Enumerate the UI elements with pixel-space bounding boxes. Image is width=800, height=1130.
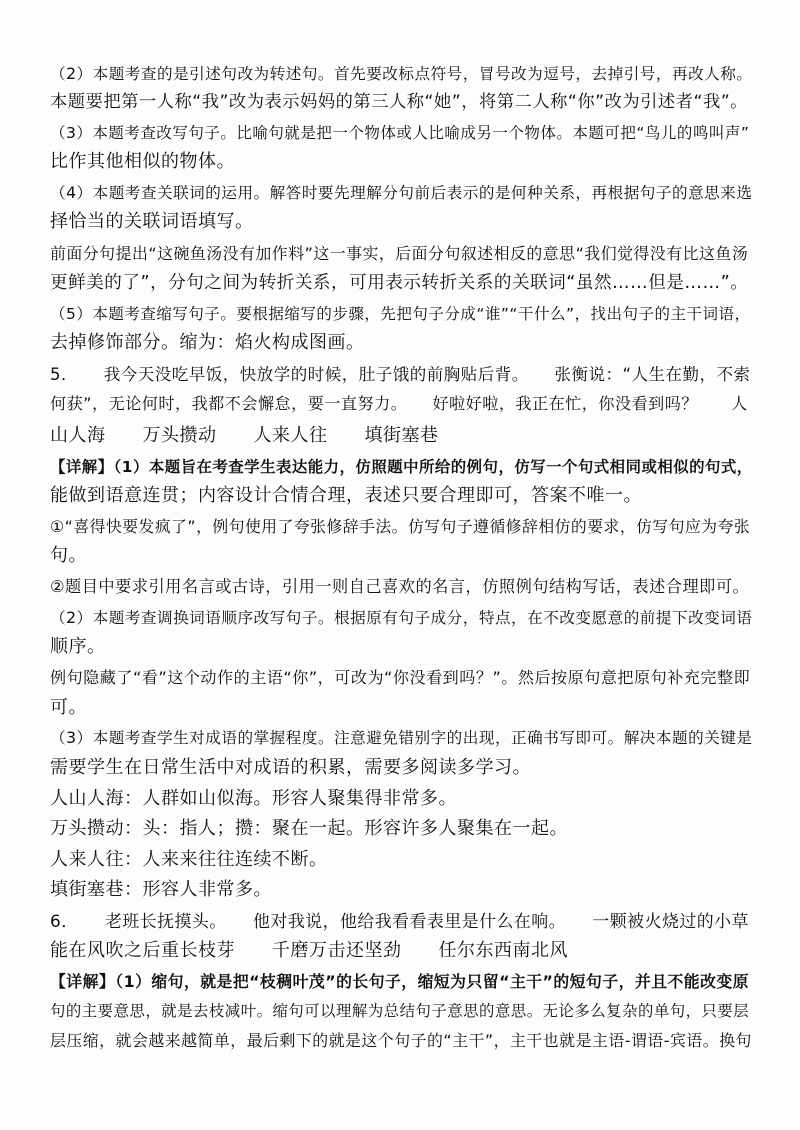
text-line: 何获”，无论何时，我都不会懈怠，要一直努力。 好啦好啦，我正在忙，你没看到吗？ 人 [50, 394, 748, 413]
text-line: 6． 老班长抚摸头。 他对我说，他给我看看表里是什么在响。 一颗被火烧过的小草 [50, 911, 749, 931]
text-line: （2）本题考查的是引述句改为转述句。首先要改标点符号，冒号改为逗号，去掉引号，再改人称。 [50, 65, 753, 83]
text-line: 需要学生在日常生活中对成语的积累，需要多阅读多学习。 [50, 757, 531, 778]
text-line: 能在风吹之后重长枝芽 千磨万击还坚劲 任尔东西南北风 [50, 940, 568, 961]
text-line: ①“喜得快要发疯了”，例句使用了夸张修辞手法。仿写句子遵循修辞相仿的要求，仿写句应为夸张 [50, 517, 751, 536]
text-line: 句的主要意思，就是去枝减叶。缩句可以理解为总结句子意思的意思。无论多么复杂的单句，只要层 [50, 1002, 750, 1020]
text-line: 山人海 万头攒动 人来人往 填街塞巷 [50, 425, 439, 446]
text-line: （4）本题考查关联词的运用。解答时要先理解分句前后表示的是何种关系，再根据句子的意思来选 [50, 184, 753, 202]
text-line: 句。 [50, 545, 87, 566]
text-line: 能做到语意连贯；内容设计合情合理，表述只要合理即可，答案不唯一。 [50, 485, 642, 506]
text-line: 填街塞巷：形容人非常多。 [50, 879, 272, 900]
text-line: 【详解】（1）本题旨在考查学生表达能力，仿照题中所给的例句，仿写一个句式相同或相似的句式， [50, 458, 753, 476]
text-line: 可。 [50, 697, 87, 718]
text-line: 前面分句提出“这碗鱼汤没有加作料”这一事实，后面分句叙述相反的意思“我们觉得没有比这鱼汤 [50, 244, 749, 263]
text-line: ②题目中要求引用名言或古诗，引用一则自己喜欢的名言，仿照例句结构写话，表述合理即可。 [50, 577, 750, 596]
text-line: 比作其他相似的物体。 [50, 151, 235, 172]
text-line: 【详解】（1）缩句，就是把“枝稠叶茂”的长句子，缩短为只留“主干”的短句子，并且不能改变原 [50, 972, 749, 991]
text-line: 人山人海：人群如山似海。形容人聚集得非常多。 [50, 788, 457, 809]
text-line: （5）本题考查缩写句子。要根据缩写的步骤，先把句子分成“谁”“干什么”，找出句子的主干词语， [50, 305, 751, 323]
text-line: 万头攒动：头：指人；攒：聚在一起。形容许多人聚集在一起。 [50, 818, 568, 839]
text-line: （2）本题考查调换词语顺序改写句子。根据原有句子成分，特点，在不改变愿意的前提下改变词语 [50, 609, 753, 627]
text-line: 更鲜美的了”，分句之间为转折关系，可用表示转折关系的关联词“虽然……但是……”。 [50, 273, 749, 293]
text-line: 顺序。 [50, 636, 106, 657]
text-line: （3）本题考查学生对成语的掌握程度。注意避免错别字的出现，正确书写即可。解决本题的关键是 [50, 729, 753, 747]
text-line: 择恰当的关联词语填写。 [50, 211, 254, 232]
text-line: 例句隐藏了“看”这个动作的主语“你”，可改为“你没看到吗？”。然后按原句意把原句补充完整即 [50, 668, 751, 687]
text-line: （3）本题考查改写句子。比喻句就是把一个物体或人比喻成另一个物体。本题可把“鸟儿的鸣叫声” [50, 124, 750, 142]
text-line: 去掉修饰部分。缩为：焰火构成图画。 [50, 332, 365, 353]
text-line: 层压缩，就会越来越简单，最后剩下的就是这个句子的“主干”，主干也就是主语-谓语-宾语。换句 [50, 1031, 752, 1050]
text-line: 5． 我今天没吃早饭，快放学的时候，肚子饿的前胸贴后背。 张衡说：“人生在勤，不索 [50, 365, 751, 384]
text-line: 本题要把第一人称“我”改为表示妈妈的第三人称“她”，将第二人称“你”改为引述者“我”。 [50, 92, 748, 112]
text-line: 人来人往：人来来往往连续不断。 [50, 849, 328, 870]
